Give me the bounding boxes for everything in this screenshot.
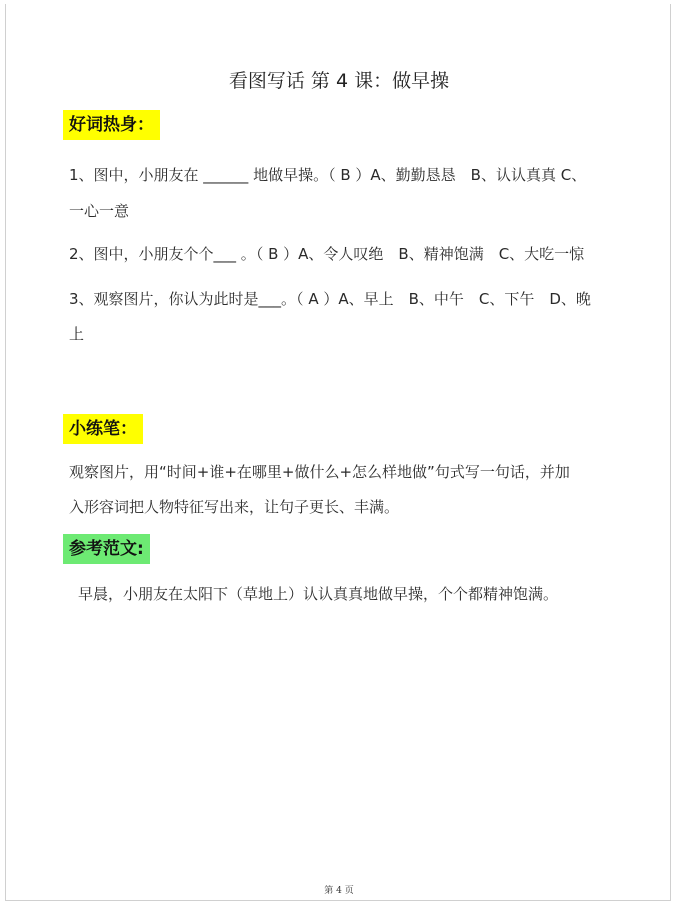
sample-heading: 参考范文: <box>63 534 150 564</box>
question-1-line-1: 1、图中，小朋友在 ______ 地做早操。（ B ）A、勤勤恳恳 B、认认真真 C、 <box>69 166 587 184</box>
practice-line-1: 观察图片，用“时间+谁+在哪里+做什么+怎么样地做”句式写一句话，并加 <box>69 463 570 481</box>
practice-line-2: 入形容词把人物特征写出来，让句子更长、丰满。 <box>69 498 400 516</box>
practice-heading: 小练笔： <box>63 414 143 444</box>
question-3-line-2: 上 <box>69 325 85 343</box>
question-1-line-2: 一心一意 <box>69 202 130 220</box>
page-number: 第 4 页 <box>324 886 354 896</box>
warmup-heading: 好词热身： <box>63 110 160 140</box>
question-3-line-1: 3、观察图片，你认为此时是___。（ A ）A、早上 B、中午 C、下午 D、晚 <box>69 290 591 308</box>
sample-text: 早晨，小朋友在太阳下（草地上）认认真真地做早操，个个都精神饱满。 <box>78 585 559 603</box>
page-title: 看图写话 第 4 课：做早操 <box>228 70 450 92</box>
question-2: 2、图中，小朋友个个___ 。（ B ）A、令人叹绝 B、精神饱满 C、大吃一惊 <box>69 245 585 263</box>
